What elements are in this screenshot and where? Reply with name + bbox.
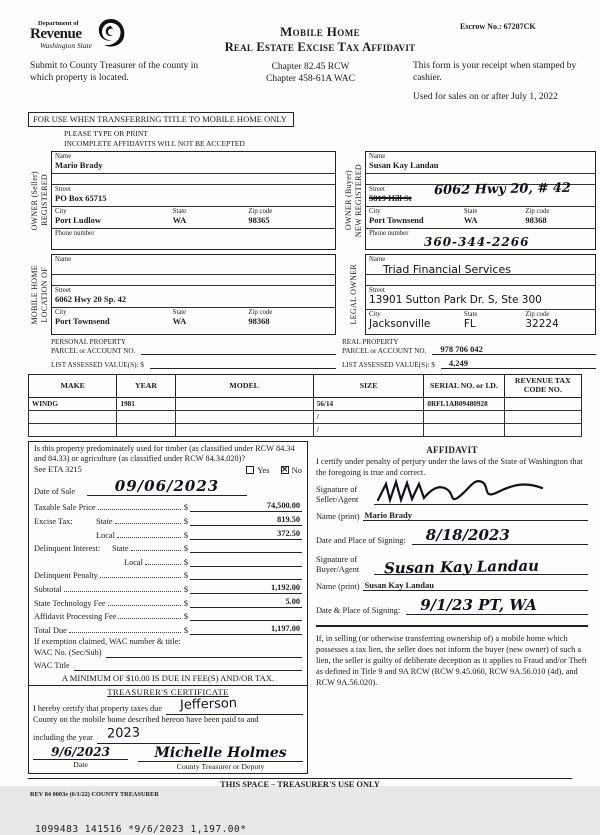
- delinquent-interest-state-value: [190, 542, 302, 553]
- year-handwritten-value: 2023: [106, 725, 141, 742]
- delinquent-interest-local-row: Local $: [29, 553, 307, 567]
- buyer-state-label: State: [463, 207, 478, 215]
- location-street-value: 6062 Hwy 20 Sp. 42: [55, 294, 127, 305]
- logo-state-text: Washington State: [40, 41, 93, 50]
- table-row: /: [29, 424, 582, 437]
- location-city-value: Port Townsend: [55, 316, 110, 327]
- seller-name-label: Name: [55, 152, 72, 160]
- no-checkbox: ✕: [281, 464, 288, 474]
- real-assessed-label: LIST ASSESSED VALUE(S): $: [342, 360, 435, 369]
- incomplete-note: INCOMPLETE AFFIDAVITS WILL NOT BE ACCEPTED: [64, 138, 245, 148]
- buyer-street-label: Street: [369, 185, 385, 193]
- seller-street-value: PO Box 65715: [55, 193, 107, 204]
- buyer-date-place-value: 9/1/23 PT, WA: [420, 596, 537, 615]
- seller-state-label: State: [172, 207, 187, 215]
- dor-swirl-icon: [94, 16, 128, 50]
- legal-owner-name2-field: [366, 275, 595, 286]
- dor-logo: [30, 20, 180, 55]
- revenue-tax-code-header: REVENUE TAX CODE NO.: [504, 375, 581, 398]
- real-property-label: REAL PROPERTY: [342, 337, 399, 346]
- buyer-signature-label1: Signature of: [316, 554, 358, 564]
- legal-owner-state-label: State: [463, 310, 478, 318]
- wac-no-label: WAC No. (Sec/Sub): [34, 647, 102, 657]
- total-due-row: Total Due $ 1,197.00: [34, 623, 300, 635]
- delinquent-interest-local-value: [190, 556, 302, 567]
- location-name-label: Name: [55, 255, 72, 263]
- wac-title-value: [74, 660, 302, 671]
- buyer-name-print-value: Susan Kay Landau: [363, 580, 589, 591]
- logo-revenue-text: Revenue: [30, 26, 82, 42]
- submit-note: Submit to County Treasurer of the county in which property is located.: [30, 61, 199, 83]
- see-eta-note: See ETA 3215: [34, 465, 82, 475]
- delinquent-penalty-row: Delinquent Penalty $: [29, 567, 307, 581]
- footer-rule: [28, 778, 572, 779]
- buyer-state-value: WA: [463, 215, 478, 226]
- please-print-note: PLEASE TYPE OR PRINT: [64, 128, 148, 138]
- model-value: [175, 398, 313, 411]
- minimum-fee-note: A MINIMUM OF $10.00 IS DUE IN FEE(S) AND/OR TAX.: [61, 673, 275, 684]
- seller-signature-label2: Seller/Agent: [316, 494, 359, 504]
- delinquent-interest-state-row: Delinquent Interest: State $: [29, 540, 307, 554]
- legal-owner-zip-value: 32224: [525, 318, 559, 331]
- treasurers-certificate: [29, 685, 307, 773]
- state-technology-fee-row: State Technology Fee $ 5.00: [34, 596, 300, 608]
- location-zip-value: 98368: [248, 316, 270, 327]
- seller-name-value: Mario Brady: [55, 160, 103, 171]
- new-registered-owner-section: [342, 151, 596, 250]
- chapter-rcw: Chapter 82.45 RCW: [271, 62, 350, 72]
- seller-zip-label: Zip code: [248, 207, 273, 215]
- mobile-home-location-section: [28, 254, 336, 335]
- seller-phone-label: Phone number: [55, 229, 95, 237]
- date-of-sale-value: 09/06/2023: [114, 476, 220, 495]
- seller-zip-value: 98365: [248, 215, 270, 226]
- size-header: SIZE: [313, 375, 424, 398]
- treasurer-date-label: Date: [73, 759, 88, 769]
- escrow-number: Escrow No.: 67207CK: [460, 22, 536, 31]
- treasurer-signature-label: County Treasurer or Deputy: [176, 761, 265, 771]
- personal-assessed-label: LIST ASSESSED VALUE(S): $: [51, 360, 144, 369]
- excise-tax-state-row: Excise Tax: State $ 819.50: [34, 514, 300, 526]
- treasurer-signature: Michelle Holmes: [154, 744, 287, 761]
- excise-tax-state-value: 819.50: [190, 515, 302, 526]
- total-due-value: 1,197.00: [190, 624, 302, 635]
- buyer-signature-label2: Buyer/Agent: [316, 564, 360, 574]
- location-state-label: State: [172, 308, 187, 316]
- legal-owner-section: [342, 254, 596, 335]
- buyer-street-handwritten-value: 6062 Hwy 20, # 42: [433, 180, 572, 199]
- excise-tax-local-row: Local $ 372.50: [96, 528, 300, 540]
- size-value: 56/14: [313, 398, 424, 411]
- make-header: MAKE: [29, 375, 117, 398]
- location-state-value: WA: [172, 316, 187, 327]
- make-value: WINDG: [29, 398, 117, 411]
- affidavit-certify-text: I certify under penalty of perjury under the laws of the State of Washington that the foregoing is true and correct.: [316, 457, 583, 477]
- taxable-sale-price-row: Taxable Sale Price $ 74,500.00: [34, 501, 300, 513]
- location-name-value: [55, 263, 332, 273]
- buyer-phone-label: Phone number: [369, 229, 409, 237]
- serial-header: SERIAL NO. or I.D.: [424, 375, 504, 398]
- no-checkbox-label: No: [291, 464, 302, 475]
- seller-name-print-value: Mario Brady: [363, 510, 589, 521]
- form-title-line1: Mobile Home: [279, 24, 361, 39]
- seller-street-label: Street: [55, 185, 71, 193]
- location-vertical-label: MOBILE HOME LOCATION OF: [30, 264, 49, 325]
- buyer-city-label: City: [369, 207, 381, 215]
- buyer-name-label: Name: [369, 152, 386, 160]
- wac-title-label: WAC Title: [34, 661, 70, 671]
- personal-assessed-value: [150, 358, 336, 369]
- model-header: MODEL: [175, 375, 313, 398]
- legal-owner-city-label: City: [369, 310, 381, 318]
- buyer-date-place-label: Date & Place of Signing:: [316, 606, 401, 616]
- county-handwritten-value: Jefferson: [179, 696, 238, 714]
- legal-owner-street-value: 13901 Sutton Park Dr. S, Ste 300: [369, 294, 542, 307]
- location-street-label: Street: [55, 286, 71, 294]
- location-name2-field: [52, 275, 335, 286]
- seller-phone-value: [55, 237, 332, 247]
- date-of-sale-label: Date of Sale: [34, 486, 76, 496]
- seller-city-value: Port Ludlow: [55, 215, 102, 226]
- personal-parcel-value: [141, 344, 336, 355]
- seller-name-print-label: Name (print): [316, 512, 360, 522]
- legal-owner-city-value: Jacksonville: [369, 318, 431, 331]
- fee-lines: [29, 499, 307, 635]
- legal-owner-vertical-label: LEGAL OWNER: [348, 264, 358, 325]
- subheader: [0, 55, 600, 104]
- subtotal-value: 1,192.00: [190, 583, 302, 594]
- location-city-label: City: [55, 308, 67, 316]
- timber-question: Is this property predominately used for timber (as classified under RCW 84.34 and 84.33) or agriculture (as classified under RCW 84.34.020)?: [34, 444, 295, 464]
- cashier-stamp: 1099483 141516 *9/6/2023 1,197.00*: [35, 823, 247, 835]
- year-header: YEAR: [117, 375, 175, 398]
- location-zip-label: Zip code: [248, 308, 273, 316]
- table-row: /: [29, 411, 582, 424]
- legal-owner-name-value: Triad Financial Services: [383, 263, 511, 277]
- treasurers-certificate-title: TREASURER'S CERTIFICATE: [107, 687, 229, 698]
- seller-name2-field: [52, 174, 335, 185]
- personal-property-label: PERSONAL PROPERTY: [51, 337, 126, 346]
- buyer-city-value: Port Townsend: [369, 215, 424, 226]
- buyer-name-value: Susan Kay Landau: [369, 160, 439, 171]
- delinquent-penalty-value: [190, 569, 302, 580]
- revenue-tax-code-value: [504, 398, 581, 411]
- real-property-parcel-block: [342, 338, 596, 369]
- including-year-label: including the year: [33, 733, 93, 743]
- effective-note: Used for sales on or after July 1, 2022: [413, 91, 558, 102]
- buyer-signature-handwritten: Susan Kay Landau: [383, 556, 540, 578]
- buyer-name-print-label: Name (print): [316, 582, 360, 592]
- header: [0, 20, 600, 55]
- legal-owner-street-label: Street: [369, 286, 385, 294]
- buyer-zip-label: Zip code: [525, 207, 550, 215]
- certify-taxes-due-label: I hereby certify that property taxes due: [33, 704, 163, 714]
- section-divider: [316, 625, 588, 627]
- personal-parcel-label: PARCEL or ACCOUNT NO.: [51, 346, 136, 355]
- mobile-home-description-table: [28, 374, 582, 437]
- buyer-phone-handwritten-value: 360-344-2266: [424, 234, 530, 249]
- receipt-note: This form is your receipt when stamped by cashier.: [413, 61, 577, 83]
- personal-property-parcel-block: [28, 338, 336, 369]
- affidavit-processing-fee-row: Affidavit Processing Fee $: [29, 608, 307, 622]
- form-revision-code: REV 84 0003e (6/1/22) COUNTY TREASURER: [30, 790, 159, 798]
- affidavit-title: AFFIDAVIT: [426, 445, 478, 456]
- year-value: 1981: [117, 398, 175, 411]
- affidavit-section: [316, 441, 588, 774]
- serial-value: 0RFL1AB09480928: [424, 398, 504, 411]
- legal-owner-state-value: FL: [463, 318, 476, 331]
- seller-signature-label1: Signature of: [316, 484, 358, 494]
- seller-date-place-label: Date and Place of Signing:: [316, 536, 406, 546]
- buyer-zip-value: 98368: [525, 215, 547, 226]
- legal-owner-name-label: Name: [369, 255, 386, 263]
- yes-checkbox-label: Yes: [257, 464, 270, 475]
- new-registered-owner-vertical-label: OWNER (Buyer) NEW REGISTERED: [344, 163, 363, 237]
- tax-computation-section: [28, 441, 308, 774]
- excise-tax-local-value: 372.50: [190, 529, 302, 540]
- seller-state-value: WA: [172, 215, 187, 226]
- treasurer-space-note: THIS SPACE – TREASURER'S USE ONLY: [220, 779, 380, 789]
- certify-line2: County on the mobile home described hereon have been paid to and: [33, 715, 259, 725]
- tax-lien-warning: If, in selling (or otherwise transferring ownership of) a mobile home which possesses a tax lien, the seller does not inform the buyer (new owner) of such a lien, the seller is guilty of deliberate deception as it applies to Fraud and/or Theft as defined in Title 9 and 9A RCW (RCW 9.45.060, RCW 9A.56.010 (4d), and RCW 9A.56.020).: [316, 634, 587, 688]
- wac-no-value: [106, 647, 302, 658]
- treasurer-date-value: 9/6/2023: [51, 744, 110, 759]
- real-parcel-label: PARCEL or ACCOUNT NO.: [342, 346, 427, 355]
- registered-owner-section: [28, 151, 336, 250]
- yes-checkbox: [246, 466, 254, 474]
- seller-date-place-value: 8/18/2023: [425, 526, 510, 545]
- seller-signature-scribble: [374, 474, 564, 508]
- chapter-wac: Chapter 458-61A WAC: [265, 74, 355, 85]
- real-parcel-value: 978 706 042: [432, 344, 596, 355]
- registered-owner-vertical-label: OWNER (Seller) REGISTERED: [30, 170, 49, 231]
- logo-dept-text: Department of: [38, 19, 79, 27]
- real-assessed-value: 4,249: [441, 358, 596, 369]
- table-row: [29, 398, 582, 411]
- taxable-sale-price-value: 74,500.00: [190, 501, 302, 512]
- subtotal-row: Subtotal $ 1,192.00: [34, 582, 300, 594]
- affidavit-processing-fee-value: [190, 610, 302, 621]
- use-only-banner: FOR USE WHEN TRANSFERRING TITLE TO MOBILE HOME ONLY: [28, 112, 294, 127]
- buyer-street-printed-value: 5819 Hill St: [369, 193, 412, 204]
- seller-city-label: City: [55, 207, 67, 215]
- legal-owner-zip-label: Zip code: [525, 310, 550, 318]
- exemption-note: If exemption claimed, WAC number & title:: [34, 636, 181, 646]
- form-title-line2: Real Estate Excise Tax Affidavit: [224, 40, 416, 54]
- state-technology-fee-value: 5.00: [190, 597, 302, 608]
